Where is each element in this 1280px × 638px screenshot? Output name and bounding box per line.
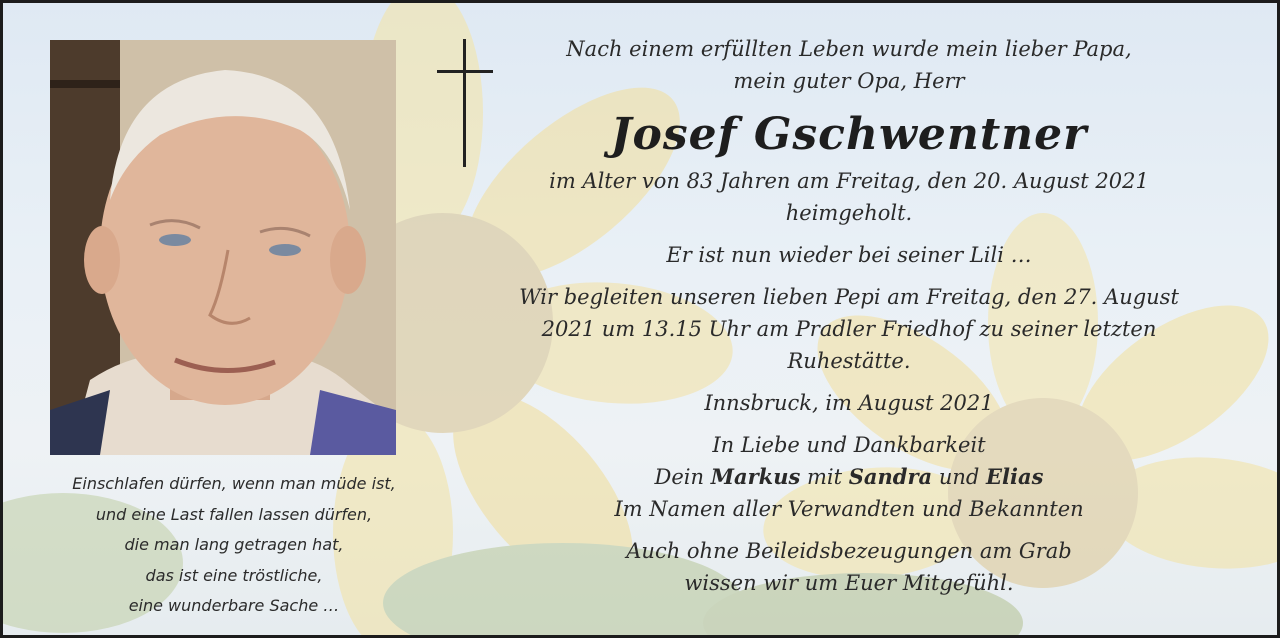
closing-line-1: Auch ohne Beileidsbezeugungen am Grab <box>626 539 1072 563</box>
signature-name-markus: Markus <box>710 464 801 489</box>
signature-and: und <box>938 465 980 489</box>
poem-quote <box>33 469 435 622</box>
quote-line: eine wunderbare Sache … <box>128 596 340 615</box>
death-info-line-2: heimgeholt. <box>785 201 913 225</box>
closing-line-2: wissen wir um Euer Mitgefühl. <box>684 571 1014 595</box>
quote-line: und eine Last fallen lassen dürfen, <box>95 504 373 524</box>
portrait-photo <box>50 40 396 455</box>
obituary-text <box>473 33 1225 599</box>
signature-with: mit <box>807 465 843 489</box>
signature-prefix: Dein <box>654 465 705 489</box>
signature-line-3: Im Namen aller Verwandten und Bekannten <box>614 497 1084 521</box>
place-date: Innsbruck, im August 2021 <box>704 391 994 415</box>
signature-name-elias: Elias <box>986 464 1044 489</box>
signature-line-1: In Liebe und Dankbarkeit <box>712 433 986 457</box>
funeral-line-1: Wir begleiten unseren lieben Pepi am Freitag, den 27. August <box>519 285 1179 309</box>
quote-line: die man lang getragen hat, <box>124 535 344 554</box>
reunion-line: Er ist nun wieder bei seiner Lili … <box>666 243 1032 267</box>
funeral-line-3: Ruhestätte. <box>787 349 911 373</box>
signature-name-sandra: Sandra <box>848 464 933 489</box>
death-info-line-1: im Alter von 83 Jahren am Freitag, den 20. August 2021 <box>549 169 1149 193</box>
funeral-line-2: 2021 um 13.15 Uhr am Pradler Friedhof zu seiner letzten <box>541 317 1157 341</box>
quote-line: Einschlafen dürfen, wenn man müde ist, <box>72 474 396 493</box>
intro-line-2: mein guter Opa, Herr <box>733 69 965 93</box>
intro-line-1: Nach einem erfüllten Leben wurde mein lieber Papa, <box>566 37 1132 61</box>
quote-line: das ist eine tröstliche, <box>145 565 323 585</box>
deceased-name: Josef Gschwentner <box>610 109 1088 160</box>
signature-names <box>473 461 1225 493</box>
